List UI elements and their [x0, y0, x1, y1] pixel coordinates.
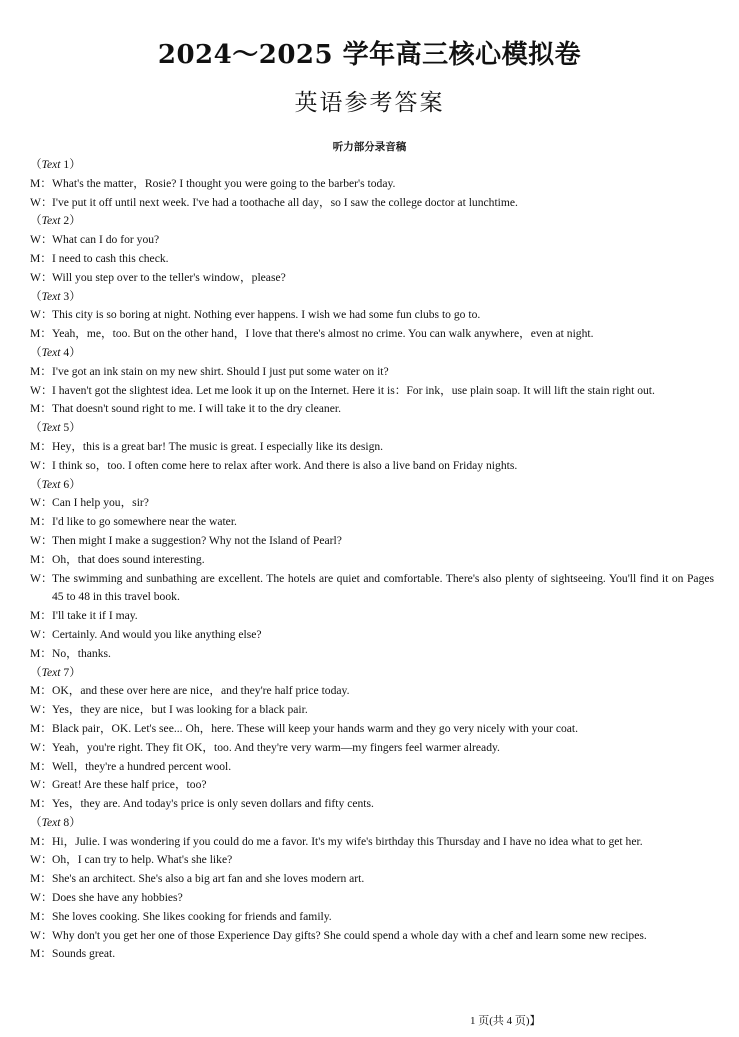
label-number: 7: [60, 665, 70, 679]
text-label: [30, 344, 81, 363]
dialog-text: What's the matter，Rosie? I thought you were going to the barber's today.: [52, 176, 396, 190]
label-close-paren: ）: [69, 158, 81, 171]
dialog-text: Why don't you get her one of those Experience Day gifts? She could spend a whole day with a chef and learn some new recipes.: [52, 928, 647, 942]
speaker-tag: M：: [30, 947, 52, 961]
label-close-paren: ）: [69, 477, 81, 491]
label-open-paren: （: [30, 158, 42, 171]
dialog-line: [30, 513, 714, 532]
label-word: Text: [41, 214, 61, 228]
speaker-tag: M：: [30, 439, 52, 453]
dialog-text: The swimming and sunbathing are excellent. The hotels are quiet and comfortable. There's also plenty of sightseeing. You'll find it on Pages 45 to 48 in this travel book.: [52, 571, 714, 604]
dialog-line: [30, 457, 714, 476]
text-section-label: [30, 814, 714, 833]
label-number: 1: [60, 158, 70, 171]
text-label: [30, 814, 81, 833]
speaker-tag: W：: [30, 496, 53, 510]
dialog-text: Then might I make a suggestion? Why not the Island of Pearl?: [52, 533, 342, 547]
label-open-paren: （: [30, 815, 42, 829]
speaker-tag: M：: [30, 759, 52, 773]
text-label: [30, 664, 81, 683]
dialog-line: [30, 400, 714, 419]
dialog-line: [30, 532, 714, 551]
dialog-text: I haven't got the slightest idea. Let me look it up on the Internet. Here it is：For ink，use plain soap. It will lift the stain right out.: [52, 383, 655, 397]
dialog-text: Does she have any hobbies?: [52, 891, 183, 905]
text-label: [30, 419, 81, 438]
label-word: Text: [41, 158, 61, 171]
dialog-text: I'll take it if I may.: [52, 609, 138, 623]
label-close-paren: ）: [69, 421, 81, 435]
speaker-tag: W：: [30, 853, 53, 867]
dialog-text: I need to cash this check.: [52, 251, 169, 265]
dialog-line: [30, 269, 714, 288]
speaker-tag: W：: [30, 233, 53, 247]
speaker-tag: W：: [30, 571, 53, 585]
dialog-text: Great! Are these half price，too?: [52, 778, 207, 792]
listening-transcript: [30, 156, 714, 964]
speaker-tag: M：: [30, 327, 52, 341]
label-open-paren: （: [30, 421, 42, 435]
dialog-line: [30, 889, 714, 908]
label-open-paren: （: [30, 214, 42, 228]
dialog-text: OK，and these over here are nice，and they're half price today.: [52, 684, 350, 698]
dialog-text: Sounds great.: [52, 947, 116, 961]
dialog-line: [30, 851, 714, 870]
speaker-tag: M：: [30, 646, 52, 660]
speaker-tag: M：: [30, 684, 52, 698]
dialog-text: That doesn't sound right to me. I will take it to the dry cleaner.: [52, 402, 341, 416]
speaker-tag: M：: [30, 552, 52, 566]
speaker-tag: M：: [30, 176, 52, 190]
dialog-line: [30, 720, 714, 739]
text-section-label: [30, 419, 714, 438]
label-close-paren: ）: [69, 345, 81, 359]
dialog-line: [30, 739, 714, 758]
dialog-line: [30, 626, 714, 645]
speaker-tag: W：: [30, 928, 53, 942]
text-label: [30, 212, 81, 231]
dialog-text: Oh，I can try to help. What's she like?: [52, 853, 233, 867]
text-section-label: [30, 476, 714, 495]
label-number: 4: [60, 345, 70, 359]
text-section-label: [30, 212, 714, 231]
dialog-line: [30, 363, 714, 382]
label-open-paren: （: [30, 477, 42, 491]
dialog-line: [30, 306, 714, 325]
text-section-label: [30, 664, 714, 683]
dialog-line: [30, 325, 714, 344]
dialog-text: This city is so boring at night. Nothing ever happens. I wish we had some fun clubs to go to.: [52, 308, 481, 322]
text-label: [30, 288, 81, 307]
label-number: 5: [60, 421, 70, 435]
speaker-tag: W：: [30, 195, 53, 209]
dialog-text: Yes，they are. And today's price is only seven dollars and fifty cents.: [52, 797, 374, 811]
dialog-line: [30, 945, 714, 964]
listening-transcript-heading: 听力部分录音稿: [332, 141, 407, 153]
dialog-text: I'd like to go somewhere near the water.: [52, 515, 237, 529]
speaker-tag: M：: [30, 515, 52, 529]
dialog-line: [30, 607, 714, 626]
dialog-line: [30, 927, 714, 946]
speaker-tag: W：: [30, 740, 53, 754]
exam-title: 2024～2025 学年高三核心模拟卷: [157, 40, 582, 70]
dialog-line: [30, 776, 714, 795]
dialog-text: No，thanks.: [52, 646, 111, 660]
dialog-text: I've got an ink stain on my new shirt. Should I just put some water on it?: [52, 364, 389, 378]
speaker-tag: M：: [30, 609, 52, 623]
speaker-tag: W：: [30, 383, 53, 397]
label-number: 8: [60, 815, 70, 829]
dialog-text: I think so，too. I often come here to relax after work. And there is also a live band on Friday nights.: [52, 458, 518, 472]
speaker-tag: M：: [30, 251, 52, 265]
page-footer: 1 页(共 4 页)】: [470, 1015, 541, 1027]
dialog-line: [30, 908, 714, 927]
dialog-text: Yeah，me，too. But on the other hand，I love that there's almost no crime. You can walk anywhere，even at night.: [52, 327, 594, 341]
label-word: Text: [41, 421, 61, 435]
dialog-text: She's an architect. She's also a big art fan and she loves modern art.: [52, 872, 365, 886]
dialog-line: [30, 833, 714, 852]
label-number: 3: [60, 289, 70, 303]
dialog-line: [30, 570, 714, 608]
speaker-tag: M：: [30, 834, 52, 848]
text-label: [30, 156, 81, 175]
text-section-label: [30, 288, 714, 307]
dialog-text: Yes，they are nice，but I was looking for a black pair.: [52, 703, 308, 717]
speaker-tag: W：: [30, 308, 53, 322]
dialog-text: Yeah，you're right. They fit OK，too. And they're very warm—my fingers feel warmer already.: [52, 740, 500, 754]
dialog-text: Well，they're a hundred percent wool.: [52, 759, 232, 773]
dialog-line: [30, 795, 714, 814]
answer-key-subtitle: 英语参考答案: [294, 90, 445, 116]
dialog-text: Can I help you，sir?: [52, 496, 149, 510]
speaker-tag: M：: [30, 872, 52, 886]
text-section-label: [30, 156, 714, 175]
speaker-tag: M：: [30, 402, 52, 416]
dialog-text: Hey，this is a great bar! The music is great. I especially like its design.: [52, 439, 384, 453]
dialog-text: Will you step over to the teller's window，please?: [52, 270, 286, 284]
dialog-line: [30, 382, 714, 401]
label-word: Text: [41, 665, 61, 679]
speaker-tag: W：: [30, 533, 53, 547]
label-close-paren: ）: [69, 665, 81, 679]
speaker-tag: W：: [30, 891, 53, 905]
dialog-text: Black pair，OK. Let's see... Oh，here. These will keep your hands warm and they go very nicely with your coat.: [52, 721, 579, 735]
dialog-text: I've put it off until next week. I've had a toothache all day，so I saw the college doctor at lunchtime.: [52, 195, 518, 209]
dialog-line: [30, 175, 714, 194]
speaker-tag: W：: [30, 703, 53, 717]
dialog-line: [30, 438, 714, 457]
dialog-text: Oh，that does sound interesting.: [52, 552, 205, 566]
text-section-label: [30, 344, 714, 363]
dialog-text: Certainly. And would you like anything else?: [52, 627, 262, 641]
dialog-text: Hi，Julie. I was wondering if you could do me a favor. It's my wife's birthday this Thursday and I have no idea what to get her.: [52, 834, 643, 848]
speaker-tag: W：: [30, 778, 53, 792]
dialog-line: [30, 682, 714, 701]
speaker-tag: M：: [30, 721, 52, 735]
label-number: 2: [60, 214, 70, 228]
dialog-line: [30, 551, 714, 570]
speaker-tag: W：: [30, 458, 53, 472]
speaker-tag: M：: [30, 909, 52, 923]
speaker-tag: M：: [30, 797, 52, 811]
label-word: Text: [41, 815, 61, 829]
label-open-paren: （: [30, 665, 42, 679]
dialog-line: [30, 231, 714, 250]
text-label: [30, 476, 81, 495]
speaker-tag: W：: [30, 270, 53, 284]
dialog-line: [30, 758, 714, 777]
label-word: Text: [41, 477, 61, 491]
label-word: Text: [41, 289, 61, 303]
label-close-paren: ）: [69, 815, 81, 829]
label-close-paren: ）: [69, 289, 81, 303]
dialog-line: [30, 645, 714, 664]
label-close-paren: ）: [69, 214, 81, 228]
dialog-line: [30, 250, 714, 269]
label-number: 6: [60, 477, 70, 491]
dialog-line: [30, 870, 714, 889]
dialog-text: What can I do for you?: [52, 233, 160, 247]
label-word: Text: [41, 345, 61, 359]
dialog-line: [30, 701, 714, 720]
dialog-text: She loves cooking. She likes cooking for friends and family.: [52, 909, 332, 923]
speaker-tag: M：: [30, 364, 52, 378]
dialog-line: [30, 194, 714, 213]
dialog-line: [30, 494, 714, 513]
label-open-paren: （: [30, 345, 42, 359]
speaker-tag: W：: [30, 627, 53, 641]
label-open-paren: （: [30, 289, 42, 303]
